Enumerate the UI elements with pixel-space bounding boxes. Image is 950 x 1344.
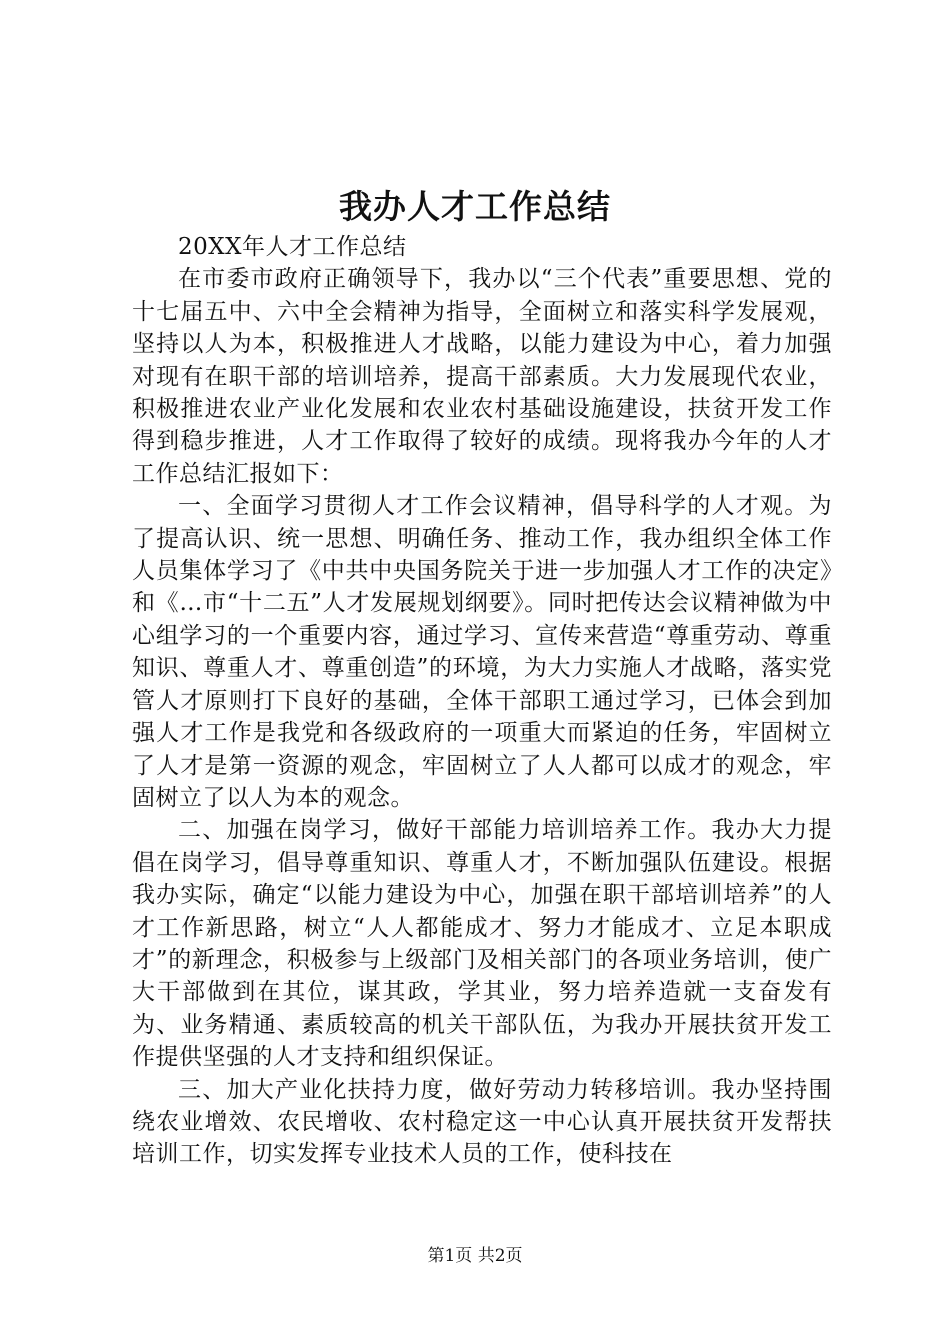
paragraph-subtitle: 20XX年人才工作总结	[178, 234, 407, 260]
page-number-footer: 第1页 共2页	[427, 1246, 523, 1266]
document-title: 我办人才工作总结	[339, 187, 611, 226]
paragraph-intro: 在市委市政府正确领导下，我办以“三个代表”重要思想、党的十七届五中、六中全会精神为指导，全面树立和落实科学发展观，坚持以人为本，积极推进人才战略，以能力建设为中心，着力加强对现有在职干部的培训培养，提高干部素质。大力发展现代农业，积极推进农业产业化发展和农业农村基础设施建设，扶贫开发工作得到稳步推进，人才工作取得了较好的成绩。现将我办今年的人才工作总结汇报如下：	[132, 266, 832, 487]
paragraph-section-3: 三、加大产业化扶持力度，做好劳动力转移培训。我办坚持围绕农业增效、农民增收、农村稳定这一中心认真开展扶贫开发帮扶培训工作，切实发挥专业技术人员的工作，使科技在	[132, 1076, 832, 1168]
document-body	[132, 231, 832, 1171]
paragraph-section-2: 二、加强在岗学习，做好干部能力培训培养工作。我办大力提倡在岗学习，倡导尊重知识、尊重人才，不断加强队伍建设。根据我办实际，确定“以能力建设为中心，加强在职干部培训培养”的人才工作新思路，树立“人人都能成才、努力才能成才、立足本职成才”的新理念，积极参与上级部门及相关部门的各项业务培训，使广大干部做到在其位，谋其政，学其业，努力培养造就一支奋发有为、业务精通、素质较高的机关干部队伍，为我办开展扶贫开发工作提供坚强的人才支持和组织保证。	[132, 817, 832, 1071]
paragraph-section-1: 一、全面学习贯彻人才工作会议精神，倡导科学的人才观。为了提高认识、统一思想、明确任务、推动工作，我办组织全体工作人员集体学习了《中共中央国务院关于进一步加强人才工作的决定》和《…市“十二五”人才发展规划纲要》。同时把传达会议精神做为中心组学习的一个重要内容，通过学习、宣传来营造“尊重劳动、尊重知识、尊重人才、尊重创造”的环境，为大力实施人才战略，落实党管人才原则打下良好的基础，全体干部职工通过学习，已体会到加强人才工作是我党和各级政府的一项重大而紧迫的任务，牢固树立了人才是第一资源的观念，牢固树立了人人都可以成才的观念，牢固树立了以人为本的观念。	[132, 493, 832, 811]
